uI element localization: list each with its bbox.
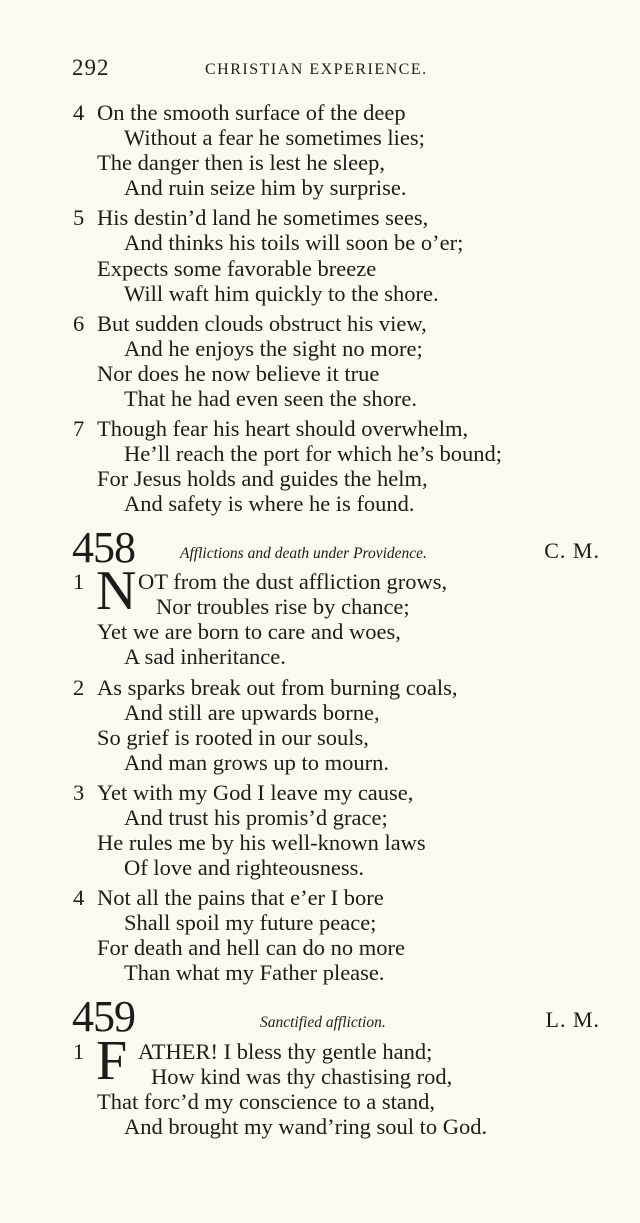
hymn-header [72, 993, 600, 1041]
verse-line: Nor troubles rise by chance; [156, 594, 410, 619]
verse-line: And thinks his toils will soon be o’er; [124, 230, 464, 255]
verse-line: A sad inheritance. [124, 644, 286, 669]
hymn-header [72, 524, 600, 572]
verse-line: And trust his promis’d grace; [124, 805, 388, 830]
running-head [72, 55, 600, 85]
verse-line: And man grows up to mourn. [124, 750, 389, 775]
hymn-number: 459 [72, 992, 135, 1041]
hymn-meter: L. M. [545, 1007, 600, 1032]
verse-line: His destin’d land he sometimes sees, [97, 205, 429, 230]
stanza-number: 4 [73, 100, 85, 125]
section-title: CHRISTIAN EXPERIENCE. [205, 61, 428, 78]
verse-line: For death and hell can do no more [97, 935, 406, 960]
verse-line: That forc’d my conscience to a stand, [97, 1089, 435, 1114]
verse-line: Not all the pains that e’er I bore [97, 885, 384, 910]
verse-line: He rules me by his well-known laws [97, 830, 426, 855]
verse-line: But sudden clouds obstruct his view, [97, 311, 427, 336]
verse-line: Without a fear he sometimes lies; [124, 125, 425, 150]
verse-line: He’ll reach the port for which he’s bound; [124, 441, 503, 466]
verse-line: Yet with my God I leave my cause, [97, 780, 414, 805]
page-number: 292 [72, 55, 110, 80]
hymn-subject: Afflictions and death under Providence. [180, 545, 427, 562]
verse-line: So grief is rooted in our souls, [97, 725, 369, 750]
stanza-number: 2 [73, 675, 85, 700]
stanza-number: 1 [73, 1039, 85, 1064]
verse-line: As sparks break out from burning coals, [97, 675, 458, 700]
hymn-subject: Sanctified affliction. [260, 1014, 386, 1031]
verse-line: For Jesus holds and guides the helm, [97, 466, 428, 491]
verse-line: Than what my Father please. [124, 960, 385, 985]
verse-line: Nor does he now believe it true [97, 361, 380, 386]
verse-line: That he had even seen the shore. [124, 386, 418, 411]
verse-line: Of love and righteousness. [124, 855, 364, 880]
verse-line: Though fear his heart should overwhelm, [97, 416, 469, 441]
verse-line: The danger then is lest he sleep, [97, 150, 386, 175]
hymn-number: 458 [72, 523, 135, 572]
stanza-number: 7 [73, 416, 85, 441]
verse-line: And brought my wand’ring soul to God. [124, 1114, 488, 1139]
verse-line: Shall spoil my future peace; [124, 910, 377, 935]
verse-line: And he enjoys the sight no more; [124, 336, 423, 361]
verse-line: How kind was thy chastising rod, [151, 1064, 453, 1089]
verse-line: And safety is where he is found. [124, 491, 415, 516]
drop-cap: N [96, 560, 137, 622]
stanza-number: 3 [73, 780, 85, 805]
verse-line: ATHER! I bless thy gentle hand; [138, 1039, 433, 1064]
verse-line: OT from the dust affliction grows, [138, 569, 448, 594]
verse-line: On the smooth surface of the deep [97, 100, 406, 125]
stanza-number: 5 [73, 205, 85, 230]
stanza-number: 6 [73, 311, 85, 336]
hymn-meter: C. M. [544, 538, 600, 563]
verse-line: And ruin seize him by surprise. [124, 175, 407, 200]
stanza-number: 1 [73, 569, 85, 594]
verse-line: Expects some favorable breeze [97, 256, 377, 281]
verse-line: Will waft him quickly to the shore. [124, 281, 439, 306]
drop-cap: F [96, 1030, 128, 1092]
verse-line: And still are upwards borne, [124, 700, 380, 725]
stanza-number: 4 [73, 885, 85, 910]
verse-line: Yet we are born to care and woes, [97, 619, 401, 644]
